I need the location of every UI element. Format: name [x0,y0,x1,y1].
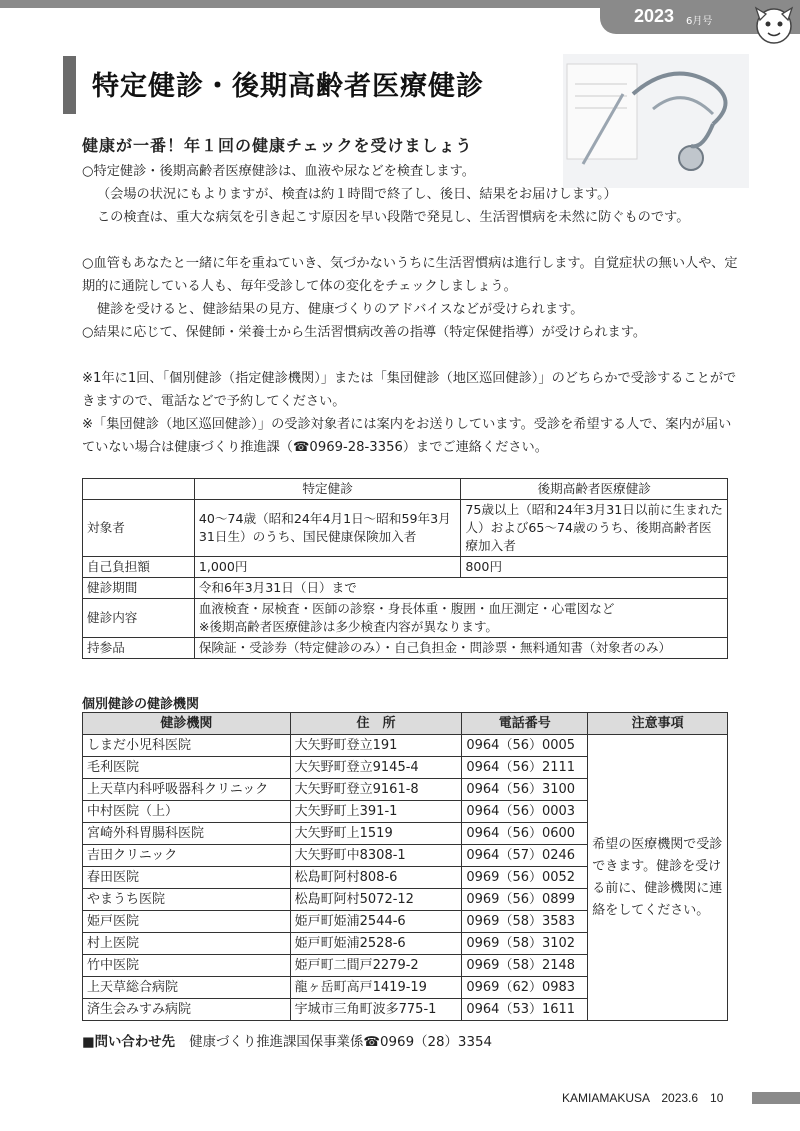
summary-header-empty [83,479,195,500]
institution-phone: 0964（56）0005 [462,735,588,757]
summary-row-fee [83,557,728,578]
institution-phone: 0964（53）1611 [462,999,588,1021]
summary-row-label: 自己負担額 [83,557,195,578]
institution-name: 吉田クリニック [83,845,291,867]
note-2: ※「集団健診（地区巡回健診）」の受診対象者には案内をお送りしています。受診を希望する人で、案内が届いていない場合は健康づくり推進課（☎0969-28-3356）までご連絡ください。 [82,417,732,455]
page-footer: KAMIAMAKUSA 2023.6 10 [562,1091,724,1105]
summary-cell: 1,000円 [194,557,461,578]
institution-name: 毛利医院 [83,757,291,779]
summary-row-items [83,638,728,659]
issue-month: 6月号 [686,16,713,27]
institution-address: 大矢野町中8308-1 [290,845,462,867]
institution-header-row [83,713,728,735]
paragraph-6: ○結果に応じて、保健師・栄養士から生活習慣病改善の指導（特定保健指導）が受けられます。 [82,325,647,340]
institution-address: 宇城市三角町波多775-1 [290,999,462,1021]
institution-name: 中村医院（上） [83,801,291,823]
title-accent-bar [63,56,76,114]
institution-address: 龍ヶ岳町高戸1419-19 [290,977,462,999]
institution-name: 村上医院 [83,933,291,955]
paragraph-2: （会場の状況にもよりますが、検査は約１時間で終了し、後日、結果をお届けします。） [97,187,617,202]
institution-address: 大矢野町登立191 [290,735,462,757]
institution-name: やまうち医院 [83,889,291,911]
contact-info [82,1031,492,1050]
header-address: 住 所 [290,713,462,735]
summary-cell: 800円 [461,557,728,578]
institution-table [82,712,728,1021]
institution-address: 松島町阿村808-6 [290,867,462,889]
header-notes: 注意事項 [588,713,728,735]
summary-header-tokutei: 特定健診 [194,479,461,500]
header-institution: 健診機関 [83,713,291,735]
institution-phone: 0969（58）2148 [462,955,588,977]
institution-name: 上天草総合病院 [83,977,291,999]
institution-name: 宮崎外科胃腸科医院 [83,823,291,845]
note-1: ※1年に1回、「個別健診（指定健診機関）」または「集団健診（地区巡回健診）」のどちらかで受診することができますので、電話などで予約してください。 [82,371,737,409]
summary-row-period [83,578,728,599]
summary-row-label: 対象者 [83,500,195,557]
institution-address: 松島町阿村5072-12 [290,889,462,911]
institution-phone: 0964（56）2111 [462,757,588,779]
contact-text: 健康づくり推進課国保事業係☎0969（28）3354 [189,1035,492,1050]
paragraph-1: ○特定健診・後期高齢者医療健診は、血液や尿などを検査します。 [82,164,475,179]
institution-phone: 0964（57）0246 [462,845,588,867]
institution-name: 済生会みすみ病院 [83,999,291,1021]
institution-name: 竹中医院 [83,955,291,977]
institution-address: 大矢野町上1519 [290,823,462,845]
summary-cell [194,599,727,638]
institution-phone: 0969（62）0983 [462,977,588,999]
institution-name: 春田医院 [83,867,291,889]
mascot-icon [752,2,796,48]
summary-row-label: 持参品 [83,638,195,659]
institution-name: しまだ小児科医院 [83,735,291,757]
table-row [83,735,728,757]
summary-cell: 令和6年3月31日（日）まで [194,578,727,599]
summary-row-label: 健診内容 [83,599,195,638]
institution-address: 大矢野町上391-1 [290,801,462,823]
summary-cell: 40〜74歳（昭和24年4月1日〜昭和59年3月31日生）のうち、国民健康保険加入者 [194,500,461,557]
checkup-summary-table [82,478,728,659]
issue-year: 2023 [634,6,675,26]
institution-address: 大矢野町登立9161-8 [290,779,462,801]
summary-header-row [83,479,728,500]
institution-address: 姫戸町姫浦2544-6 [290,911,462,933]
summary-cell: 保険証・受診券（特定健診のみ）・自己負担金・問診票・無料通知書（対象者のみ） [194,638,727,659]
page-header [0,0,800,34]
paragraph-5: 健診を受けると、健診結果の見方、健康づくりのアドバイスなどが受けられます。 [97,302,584,317]
footer-accent-bar [752,1092,800,1104]
summary-header-kouki: 後期高齢者医療健診 [461,479,728,500]
page-title: 特定健診・後期高齢者医療健診 [92,71,484,102]
institution-name: 姫戸医院 [83,911,291,933]
institution-name: 上天草内科呼吸器科クリニック [83,779,291,801]
institution-phone: 0964（56）0003 [462,801,588,823]
section-subtitle: 健康が一番！年１回の健康チェックを受けましょう [82,136,473,155]
institution-phone: 0969（56）0052 [462,867,588,889]
institution-note: 希望の医療機関で受診できます。健診を受ける前に、健診機関に連絡をしてください。 [588,735,728,1021]
summary-row-label: 健診期間 [83,578,195,599]
institution-phone: 0969（58）3583 [462,911,588,933]
list-title: 個別健診の健診機関 [82,697,200,712]
summary-cell: 75歳以上（昭和24年3月31日以前に生まれた人）および65〜74歳のうち、後期高齢者医療加入者 [461,500,728,557]
paragraph-4: ○血管もあなたと一緒に年を重ねていき、気づかないうちに生活習慣病は進行します。自覚症状の無い人や、定期的に通院している人も、毎年受診して体の変化をチェックしましょう。 [82,256,738,294]
institution-phone: 0964（56）0600 [462,823,588,845]
content-line-2: ※後期高齢者医療健診は多少検査内容が異なります。 [198,619,499,634]
institution-phone: 0964（56）3100 [462,779,588,801]
header-phone: 電話番号 [462,713,588,735]
paragraph-3: この検査は、重大な病気を引き起こす原因を早い段階で発見し、生活習慣病を未然に防ぐものです。 [97,210,690,225]
institution-phone: 0969（56）0899 [462,889,588,911]
institution-phone: 0969（58）3102 [462,933,588,955]
contact-label: ■問い合わせ先 [82,1035,175,1050]
content-line-1: 血液検査・尿検査・医師の診察・身長体重・腹囲・血圧測定・心電図など [198,601,615,616]
summary-row-content [83,599,728,638]
institution-address: 姫戸町姫浦2528-6 [290,933,462,955]
institution-address: 大矢野町登立9145-4 [290,757,462,779]
institution-address: 姫戸町二間戸2279-2 [290,955,462,977]
summary-row-target [83,500,728,557]
